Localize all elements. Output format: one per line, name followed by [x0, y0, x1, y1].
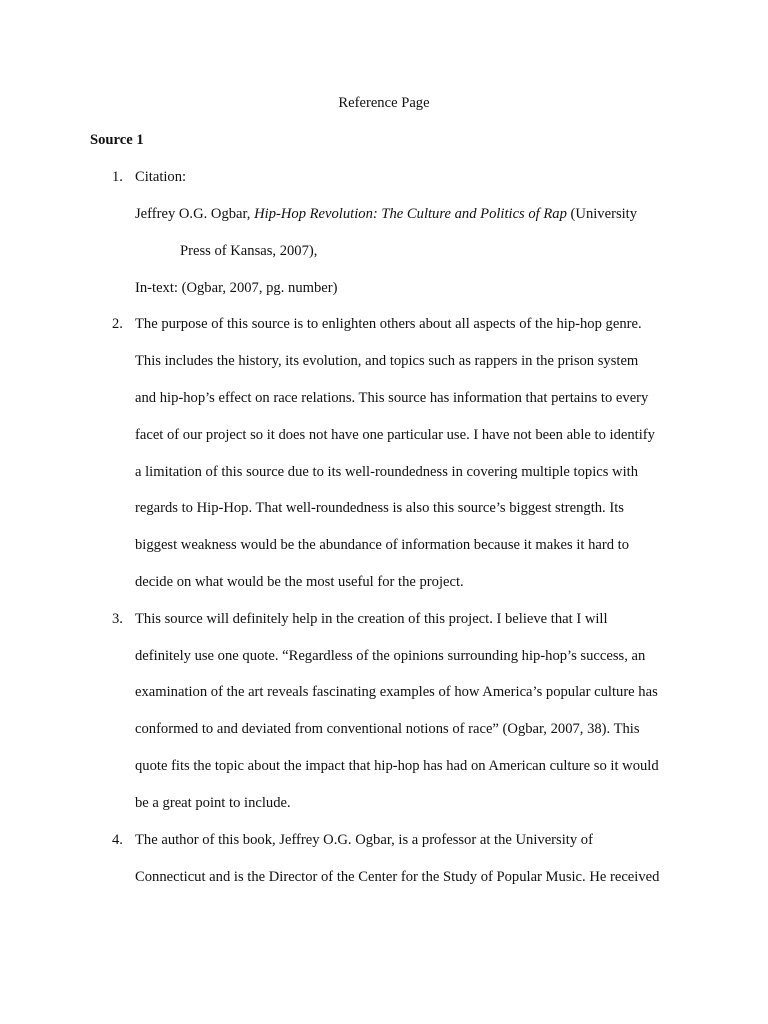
paragraph-line: biggest weakness would be the abundance of information because it makes it hard to — [135, 537, 630, 553]
citation-label: Citation: — [135, 169, 187, 185]
citation-title: Hip-Hop Revolution: The Culture and Politics of Rap — [254, 206, 567, 222]
page-title: Reference Page — [338, 95, 430, 111]
citation-line — [135, 203, 637, 225]
citation-line-continued: Press of Kansas, 2007), — [180, 243, 318, 259]
paragraph-line: definitely use one quote. “Regardless of the opinions surrounding hip-hop’s success, an — [135, 648, 646, 664]
paragraph-line: This includes the history, its evolution, and topics such as rappers in the prison system — [135, 353, 639, 369]
paragraph-line: decide on what would be the most useful for the project. — [135, 574, 464, 590]
paragraph-line: The author of this book, Jeffrey O.G. Ogbar, is a professor at the University of — [135, 832, 593, 848]
paragraph-line: conformed to and deviated from conventional notions of race” (Ogbar, 2007, 38). This — [135, 721, 640, 737]
source-heading: Source 1 — [90, 132, 144, 148]
list-number-2: 2. — [112, 316, 123, 332]
paragraph-line: examination of the art reveals fascinating examples of how America’s popular culture has — [135, 684, 658, 700]
paragraph-line: quote fits the topic about the impact that hip-hop has had on American culture so it would — [135, 758, 659, 774]
paragraph-line: facet of our project so it does not have one particular use. I have not been able to identify — [135, 427, 655, 443]
list-number-4: 4. — [112, 832, 123, 848]
in-text-citation: In-text: (Ogbar, 2007, pg. number) — [135, 280, 338, 296]
list-number-3: 3. — [112, 611, 123, 627]
citation-publisher: (University — [566, 206, 638, 222]
paragraph-line: a limitation of this source due to its well-roundedness in covering multiple topics with — [135, 464, 638, 480]
paragraph-line: be a great point to include. — [135, 795, 291, 811]
citation-author: Jeffrey O.G. Ogbar, — [135, 206, 255, 222]
list-number-1: 1. — [112, 169, 123, 185]
paragraph-line: This source will definitely help in the creation of this project. I believe that I will — [135, 611, 608, 627]
paragraph-line: The purpose of this source is to enlighten others about all aspects of the hip-hop genre. — [135, 316, 642, 332]
paragraph-line: regards to Hip-Hop. That well-roundedness is also this source’s biggest strength. Its — [135, 500, 624, 516]
paragraph-line: Connecticut and is the Director of the Center for the Study of Popular Music. He received — [135, 869, 660, 885]
paragraph-line: and hip-hop’s effect on race relations. This source has information that pertains to every — [135, 390, 649, 406]
